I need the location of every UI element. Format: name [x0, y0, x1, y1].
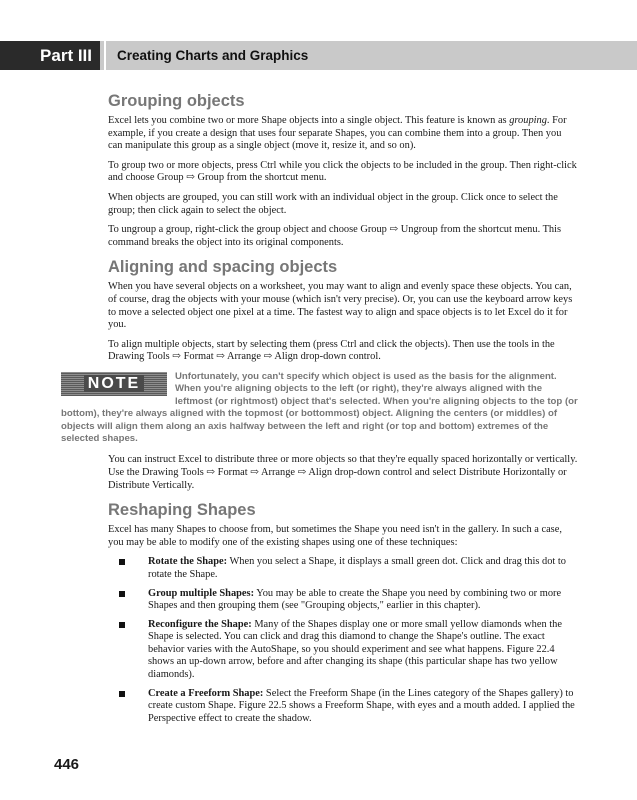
running-header — [0, 41, 637, 70]
note-callout — [61, 371, 578, 445]
paragraph: To group two or more objects, press Ctrl while you click the objects to be included in the group. Then right-click and choose Group ⇨ Group from the shortcut menu. — [108, 159, 577, 184]
section-heading-grouping: Grouping objects — [108, 92, 245, 110]
list-item: Reconfigure the Shape: Many of the Shapes display one or more small yellow diamonds when the Shape is selected. You can click and drag this diamond to change the Shape's outline. The exact behavior varies with the AutoShape, so you should experiment and see what happens. Figure 22.4 shows an up-down arrow, before and after changing its shape (this particular shape has two yellow diamonds). — [108, 619, 578, 682]
page-body — [61, 92, 578, 731]
paragraph: When you have several objects on a worksheet, you may want to align and evenly space these objects. You can, of course, drag the objects with your mouse (which isn't very precise). Or, you can use the keyboard arrow keys to move a selected object one pixel at a time. The fastest way to align and space objects is to let Excel do it for you. — [108, 281, 573, 331]
paragraph: When objects are grouped, you can still work with an individual object in the group. Click once to select the group; then click again to select the object. — [108, 191, 558, 216]
bullet-square-icon — [119, 691, 125, 697]
note-text: Unfortunately, you can't specify which object is used as the basis for the alignment. When you're aligning objects to the left (or right), they're always aligned with the leftmost (or rightmost) object that's selected. When you're aligning objects to the top (or bottom), they're always aligned with the topmost (or bottommost) object. Aligning the centers (or middles) of objects will align them along an axis halfway between the left and right (or top and bottom) extremes of the selected shapes. — [61, 370, 578, 444]
paragraph: To align multiple objects, start by selecting them (press Ctrl and click the objects). Then use the tools in the Drawing Tools ⇨ Format ⇨ Arrange ⇨ Align drop-down control. — [108, 338, 555, 363]
paragraph: To ungroup a group, right-click the group object and choose Group ⇨ Ungroup from the shortcut menu. This command breaks the object into its original components. — [108, 224, 562, 248]
list-item: Rotate the Shape: When you select a Shape, it displays a small green dot. Click and drag this dot to rotate the Shape. — [108, 556, 578, 581]
note-label: NOTE — [84, 375, 144, 392]
bullet-square-icon — [119, 622, 125, 628]
section-heading-reshaping: Reshaping Shapes — [108, 501, 256, 520]
section-heading-aligning: Aligning and spacing objects — [108, 258, 338, 277]
paragraph: You can instruct Excel to distribute three or more objects so that they're equally spaced horizontally or vertically. Use the Drawing Tools ⇨ Format ⇨ Arrange ⇨ Align drop-down control and select Distribute Horizontally or Distribute Vertically. — [108, 454, 578, 491]
header-divider — [104, 41, 106, 70]
bullet-square-icon — [119, 591, 125, 597]
paragraph: Excel has many Shapes to choose from, but sometimes the Shape you need isn't in the gallery. In such a case, you may be able to modify one of the existing shapes using one of these techniques: — [108, 524, 562, 548]
chapter-title: Creating Charts and Graphics — [117, 48, 309, 63]
list-item: Create a Freeform Shape: Select the Freeform Shape (in the Lines category of the Shapes gallery) to create custom Shape. Figure 22.5 shows a Freeform Shape, with eyes and a mouth added. I applied the Perspective effect to create the shadow. — [108, 688, 578, 726]
technique-list — [108, 556, 578, 725]
bullet-square-icon — [119, 559, 125, 565]
note-badge — [61, 372, 167, 396]
page-number: 446 — [54, 756, 80, 773]
paragraph: Excel lets you combine two or more Shape objects into a single object. This feature is known as grouping. For example, if you create a design that uses four separate Shapes, you can combine them into a group. Then you can manipulate this group as a single object (move it, resize it, and so on). — [108, 115, 567, 152]
list-item: Group multiple Shapes: You may be able to create the Shape you need by combining two or more Shapes and then grouping them (see "Grouping objects," earlier in this chapter). — [108, 588, 578, 613]
part-label: Part III — [0, 41, 100, 70]
